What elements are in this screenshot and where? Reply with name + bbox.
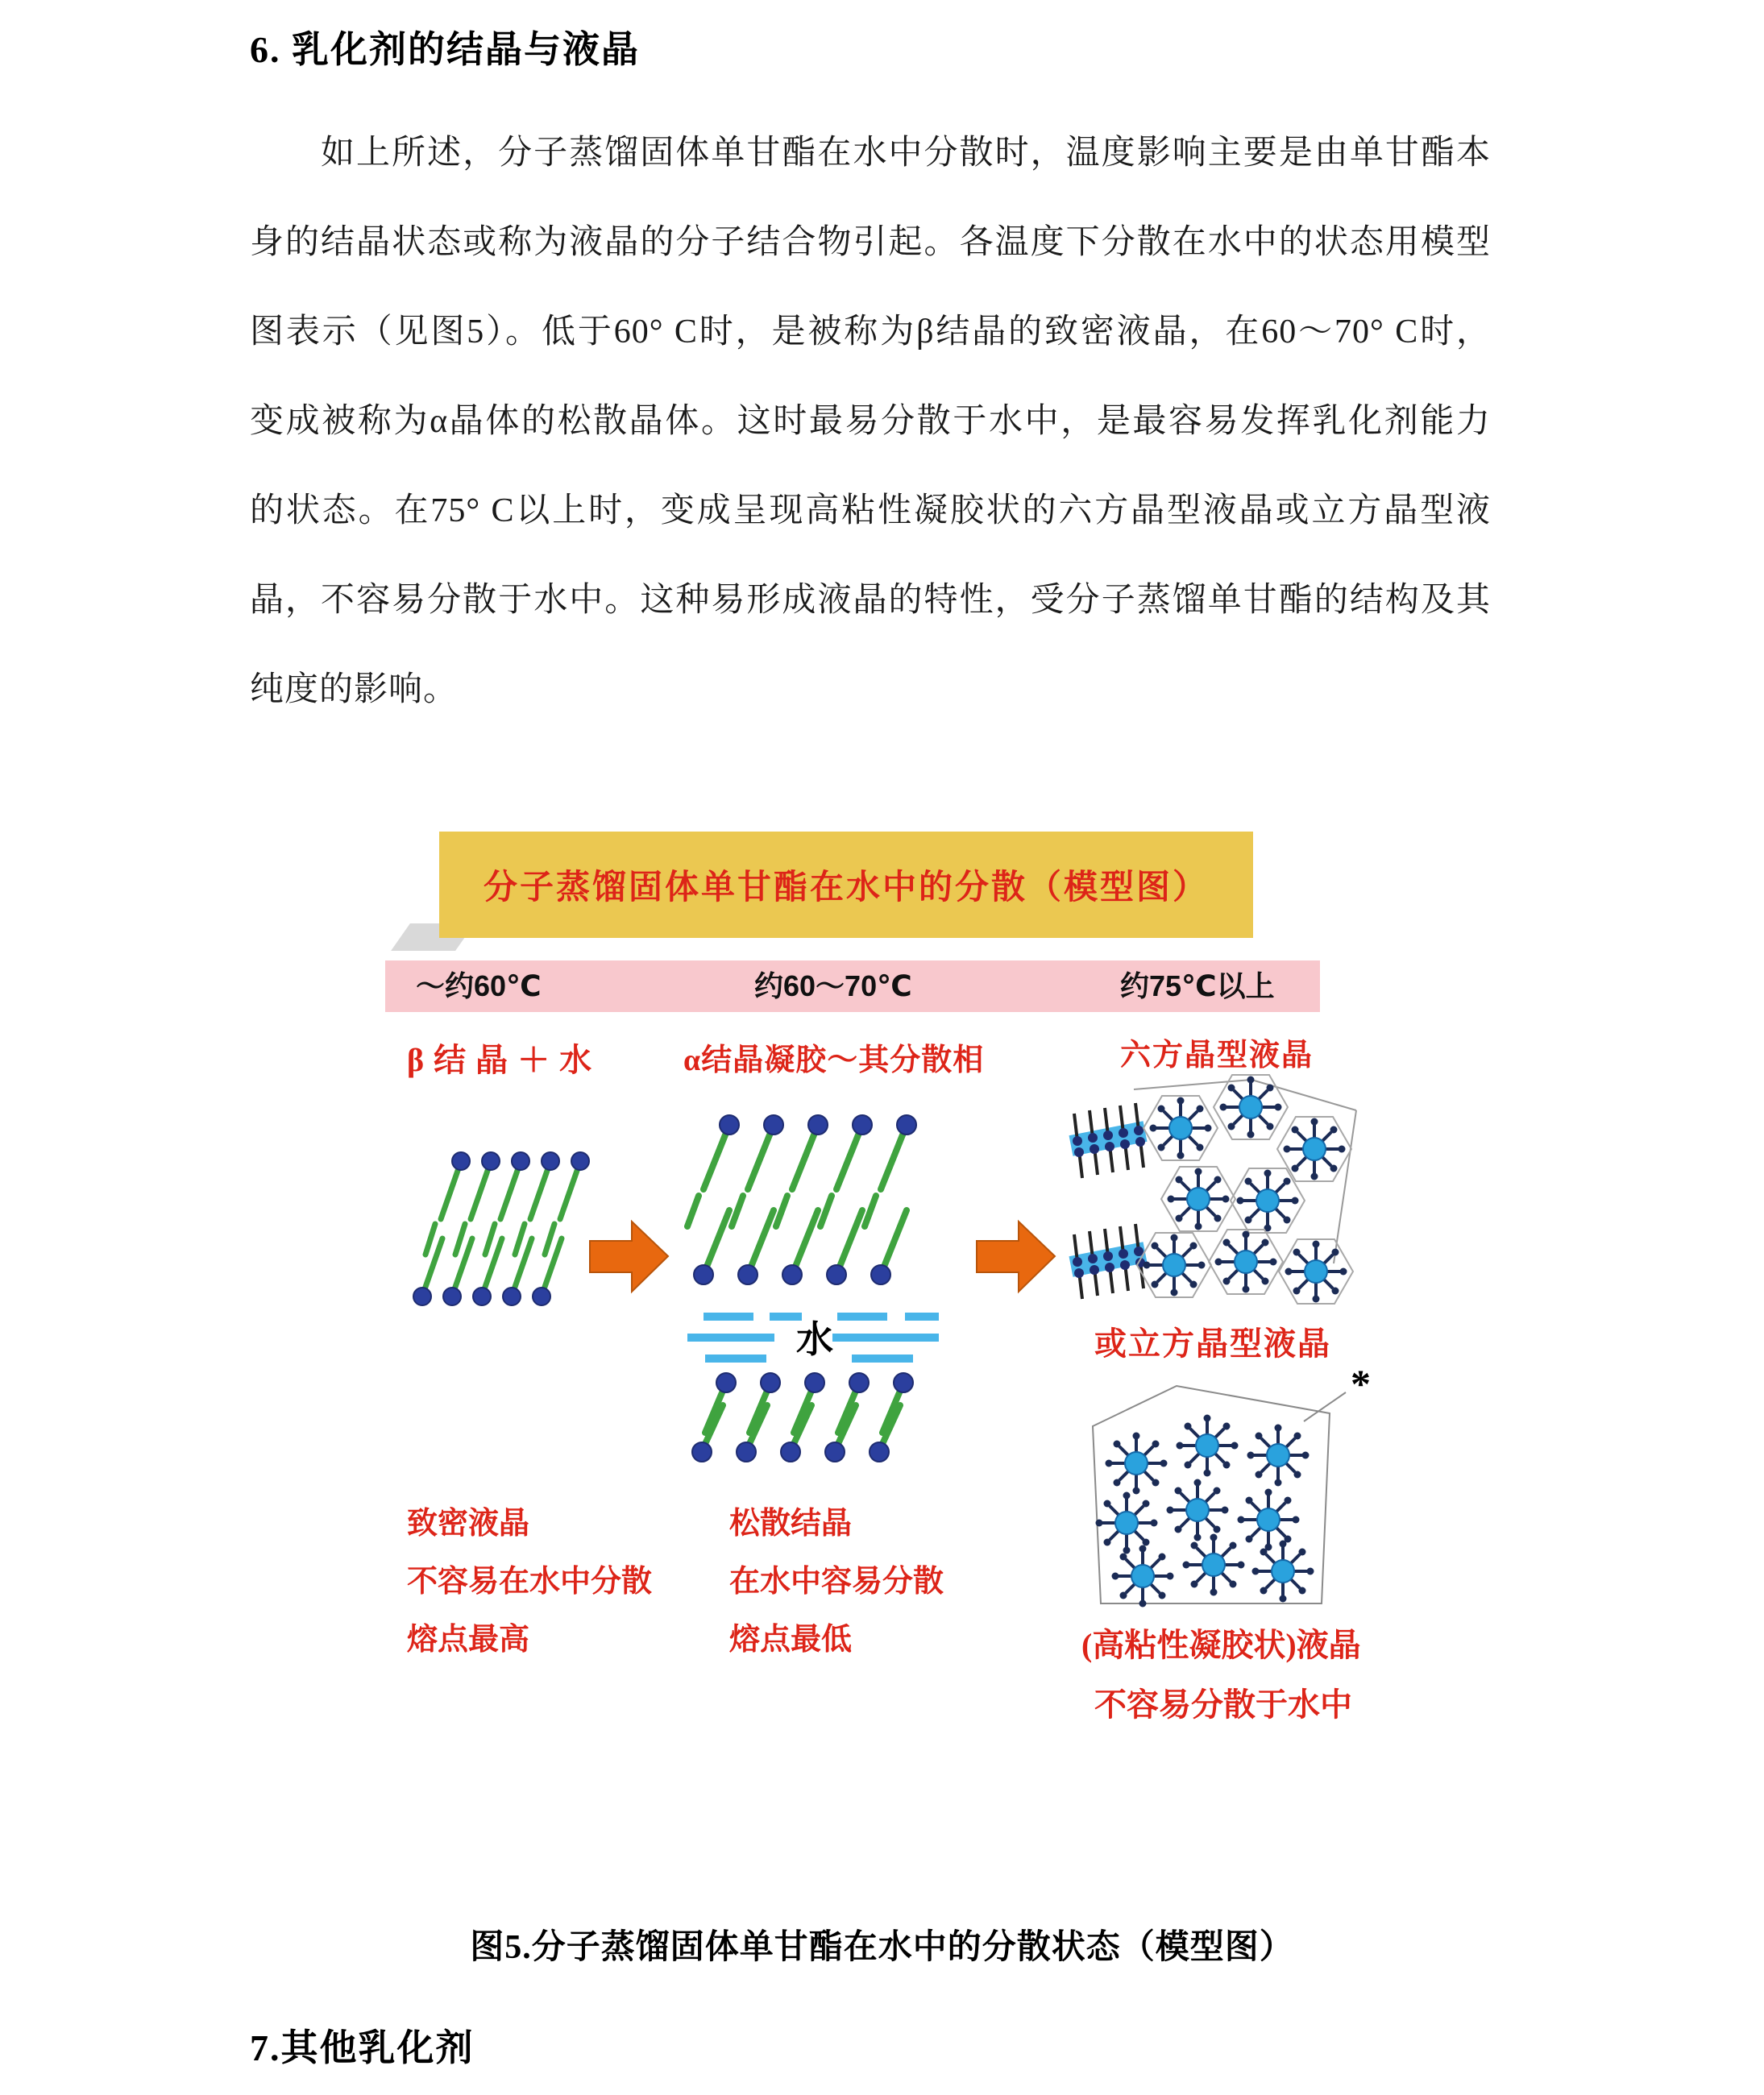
state-label-hexagonal: 六方晶型液晶: [1120, 1039, 1314, 1072]
note-line: 松散结晶: [729, 1507, 853, 1541]
paragraph-line: 身的结晶状态或称为液晶的分子结合物引起。各温度下分散在水中的状态用模型: [250, 224, 1491, 261]
section-7-heading: 7.其他乳化剂: [250, 2027, 475, 2068]
note-line: 熔点最高: [407, 1623, 530, 1657]
paragraph-line: 变成被称为α晶体的松散晶体。这时最易分散于水中，是最容易发挥乳化剂能力: [250, 403, 1491, 440]
state-label-alpha: α结晶凝胶～其分散相: [683, 1043, 985, 1077]
temp-range-low: ～约60℃: [416, 969, 542, 1002]
note-line: 不容易分散于水中: [1094, 1686, 1352, 1723]
beta-crystal-diagram: [403, 1140, 604, 1317]
cubic-alt-label: 或立方晶型液晶: [1094, 1325, 1331, 1362]
temp-range-mid: 约60～70℃: [754, 969, 912, 1002]
paragraph-line: 晶，不容易分散于水中。这种易形成液晶的特性，受分子蒸馏单甘酯的结构及其: [250, 582, 1491, 619]
water-label: 水: [796, 1319, 833, 1360]
paragraph-line: 如上所述，分子蒸馏固体单甘酯在水中分散时，温度影响主要是由单甘酯本: [321, 135, 1491, 172]
note-line: (高粘性凝胶状)液晶: [1081, 1627, 1361, 1663]
figure-title: 分子蒸馏固体单甘酯在水中的分散（模型图）: [483, 869, 1209, 906]
note-line: 不容易在水中分散: [407, 1565, 653, 1599]
liquid-crystal-notes: [1081, 1616, 1361, 1735]
body-paragraph: [250, 109, 1491, 735]
figure-title-banner: [439, 832, 1253, 938]
note-line: 致密液晶: [407, 1507, 530, 1541]
paragraph-line: 纯度的影响。: [250, 671, 459, 708]
note-line: 熔点最低: [729, 1623, 853, 1657]
temperature-header-bar: [385, 960, 1320, 1012]
section-6-heading: 6. 乳化剂的结晶与液晶: [250, 29, 640, 70]
note-line: 在水中容易分散: [729, 1565, 944, 1599]
state-label-beta: β结晶＋水: [407, 1042, 602, 1078]
arrow-right-icon: [590, 1218, 670, 1295]
paragraph-line: 图表示（见图5）。低于60° C时，是被称为β结晶的致密液晶，在60～70° C时，: [250, 313, 1491, 351]
cubic-crystal-diagram: [1062, 1368, 1368, 1610]
alpha-gel-diagram: [679, 1106, 945, 1464]
temp-range-high: 约75℃以上: [1120, 969, 1275, 1002]
beta-notes: [407, 1495, 652, 1669]
paragraph-line: 的状态。在75° C以上时，变成呈现高粘性凝胶状的六方晶型液晶或立方晶型液: [250, 492, 1491, 529]
asterisk-marker: *: [1351, 1361, 1371, 1406]
hexagonal-crystal-diagram: [1060, 1078, 1358, 1320]
alpha-notes: [729, 1495, 944, 1669]
figure-caption: 图5.分子蒸馏固体单甘酯在水中的分散状态（模型图）: [470, 1929, 1294, 1966]
arrow-right-icon: [977, 1218, 1057, 1295]
